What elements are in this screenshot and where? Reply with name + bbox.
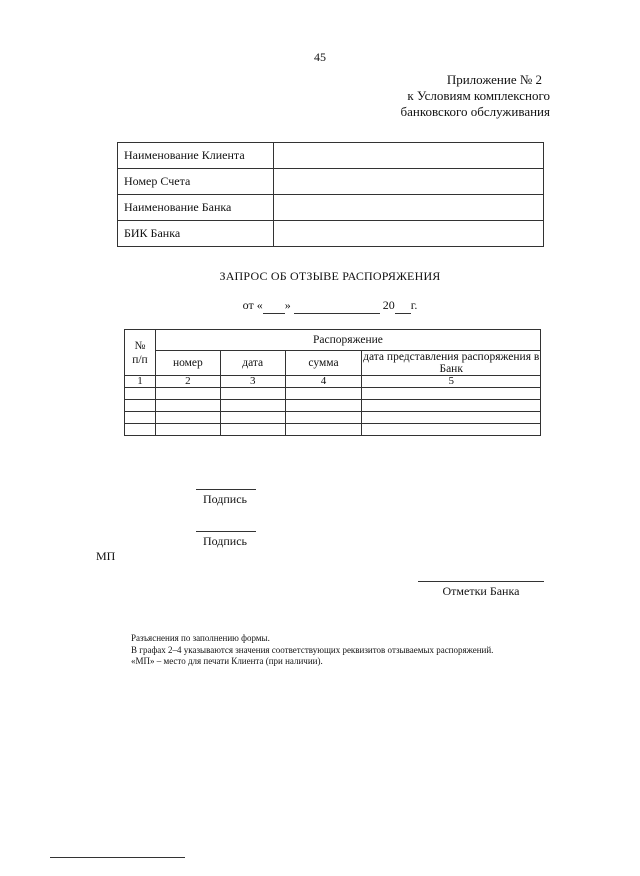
table-cell[interactable]	[125, 388, 156, 400]
table-cell[interactable]	[220, 400, 285, 412]
orders-header-row	[125, 330, 541, 351]
table-cell[interactable]	[362, 400, 541, 412]
date-prefix: от «	[242, 298, 263, 312]
table-cell[interactable]	[125, 412, 156, 424]
instructions-line-2: «МП» – место для печати Клиента (при наличии).	[131, 656, 323, 666]
bank-bik-label: БИК Банка	[118, 221, 274, 247]
column-number: 1	[125, 376, 156, 388]
client-details-table	[117, 142, 544, 247]
client-name-field[interactable]	[274, 143, 544, 169]
table-cell[interactable]	[155, 388, 220, 400]
stamp-place-label: МП	[96, 549, 116, 563]
table-cell[interactable]	[125, 424, 156, 436]
bank-bik-row	[118, 221, 544, 247]
page-number: 45	[314, 50, 326, 64]
date-year-field[interactable]	[395, 298, 411, 314]
table-row	[125, 412, 541, 424]
column-number: 3	[220, 376, 285, 388]
order-number-header: номер	[155, 351, 220, 376]
table-cell[interactable]	[285, 400, 362, 412]
signature-label-1: Подпись	[202, 492, 248, 506]
order-amount-header: сумма	[285, 351, 362, 376]
table-cell[interactable]	[155, 424, 220, 436]
table-cell[interactable]	[220, 424, 285, 436]
row-number-header-line1: №	[134, 339, 146, 352]
table-cell[interactable]	[220, 388, 285, 400]
bank-marks-label: Отметки Банка	[442, 584, 520, 598]
table-row	[125, 424, 541, 436]
table-cell[interactable]	[362, 412, 541, 424]
form-date-line	[0, 298, 640, 314]
table-cell[interactable]	[285, 388, 362, 400]
bank-marks-line[interactable]	[418, 581, 544, 582]
date-year-prefix: 20	[382, 298, 395, 312]
filling-instructions	[131, 633, 493, 668]
appendix-subtitle-line1: к Условиям комплексного	[407, 88, 550, 103]
column-number: 4	[285, 376, 362, 388]
form-title: ЗАПРОС ОБ ОТЗЫВЕ РАСПОРЯЖЕНИЯ	[219, 269, 441, 283]
table-cell[interactable]	[125, 400, 156, 412]
table-cell[interactable]	[155, 412, 220, 424]
table-cell[interactable]	[362, 388, 541, 400]
instructions-line-1: В графах 2–4 указываются значения соответствующих реквизитов отзываемых распоряжений.	[131, 644, 494, 655]
column-number: 2	[155, 376, 220, 388]
date-mid: »	[284, 298, 291, 312]
orders-subheader-row	[125, 351, 541, 376]
appendix-subtitle-line2: банковского обслуживания	[400, 104, 550, 119]
table-cell[interactable]	[220, 412, 285, 424]
footnote-separator	[50, 857, 185, 858]
order-date-header: дата	[220, 351, 285, 376]
orders-table	[124, 329, 541, 436]
date-month-field[interactable]	[294, 298, 380, 314]
table-row	[125, 400, 541, 412]
column-number: 5	[362, 376, 541, 388]
date-suffix: г.	[410, 298, 418, 312]
instructions-heading: Разъяснения по заполнению формы.	[131, 633, 270, 643]
order-group-header: Распоряжение	[155, 330, 540, 351]
appendix-header	[400, 72, 550, 120]
row-number-header	[125, 330, 156, 376]
bank-name-row	[118, 195, 544, 221]
client-name-row	[118, 143, 544, 169]
account-number-row	[118, 169, 544, 195]
table-cell[interactable]	[362, 424, 541, 436]
table-cell[interactable]	[285, 412, 362, 424]
table-cell[interactable]	[155, 400, 220, 412]
row-number-header-line2: п/п	[132, 353, 148, 366]
signature-line-1[interactable]	[196, 489, 256, 490]
bank-bik-field[interactable]	[274, 221, 544, 247]
table-cell[interactable]	[285, 424, 362, 436]
client-name-label: Наименование Клиента	[118, 143, 274, 169]
account-number-label: Номер Счета	[118, 169, 274, 195]
column-numbering-row	[125, 376, 541, 388]
appendix-title: Приложение № 2	[446, 72, 542, 87]
account-number-field[interactable]	[274, 169, 544, 195]
signature-label-2: Подпись	[202, 534, 248, 548]
date-day-field[interactable]	[263, 298, 285, 314]
bank-name-field[interactable]	[274, 195, 544, 221]
table-row	[125, 388, 541, 400]
order-submission-date-header: дата представления распоряжения в Банк	[363, 351, 540, 375]
signature-line-2[interactable]	[196, 531, 256, 532]
bank-name-label: Наименование Банка	[118, 195, 274, 221]
